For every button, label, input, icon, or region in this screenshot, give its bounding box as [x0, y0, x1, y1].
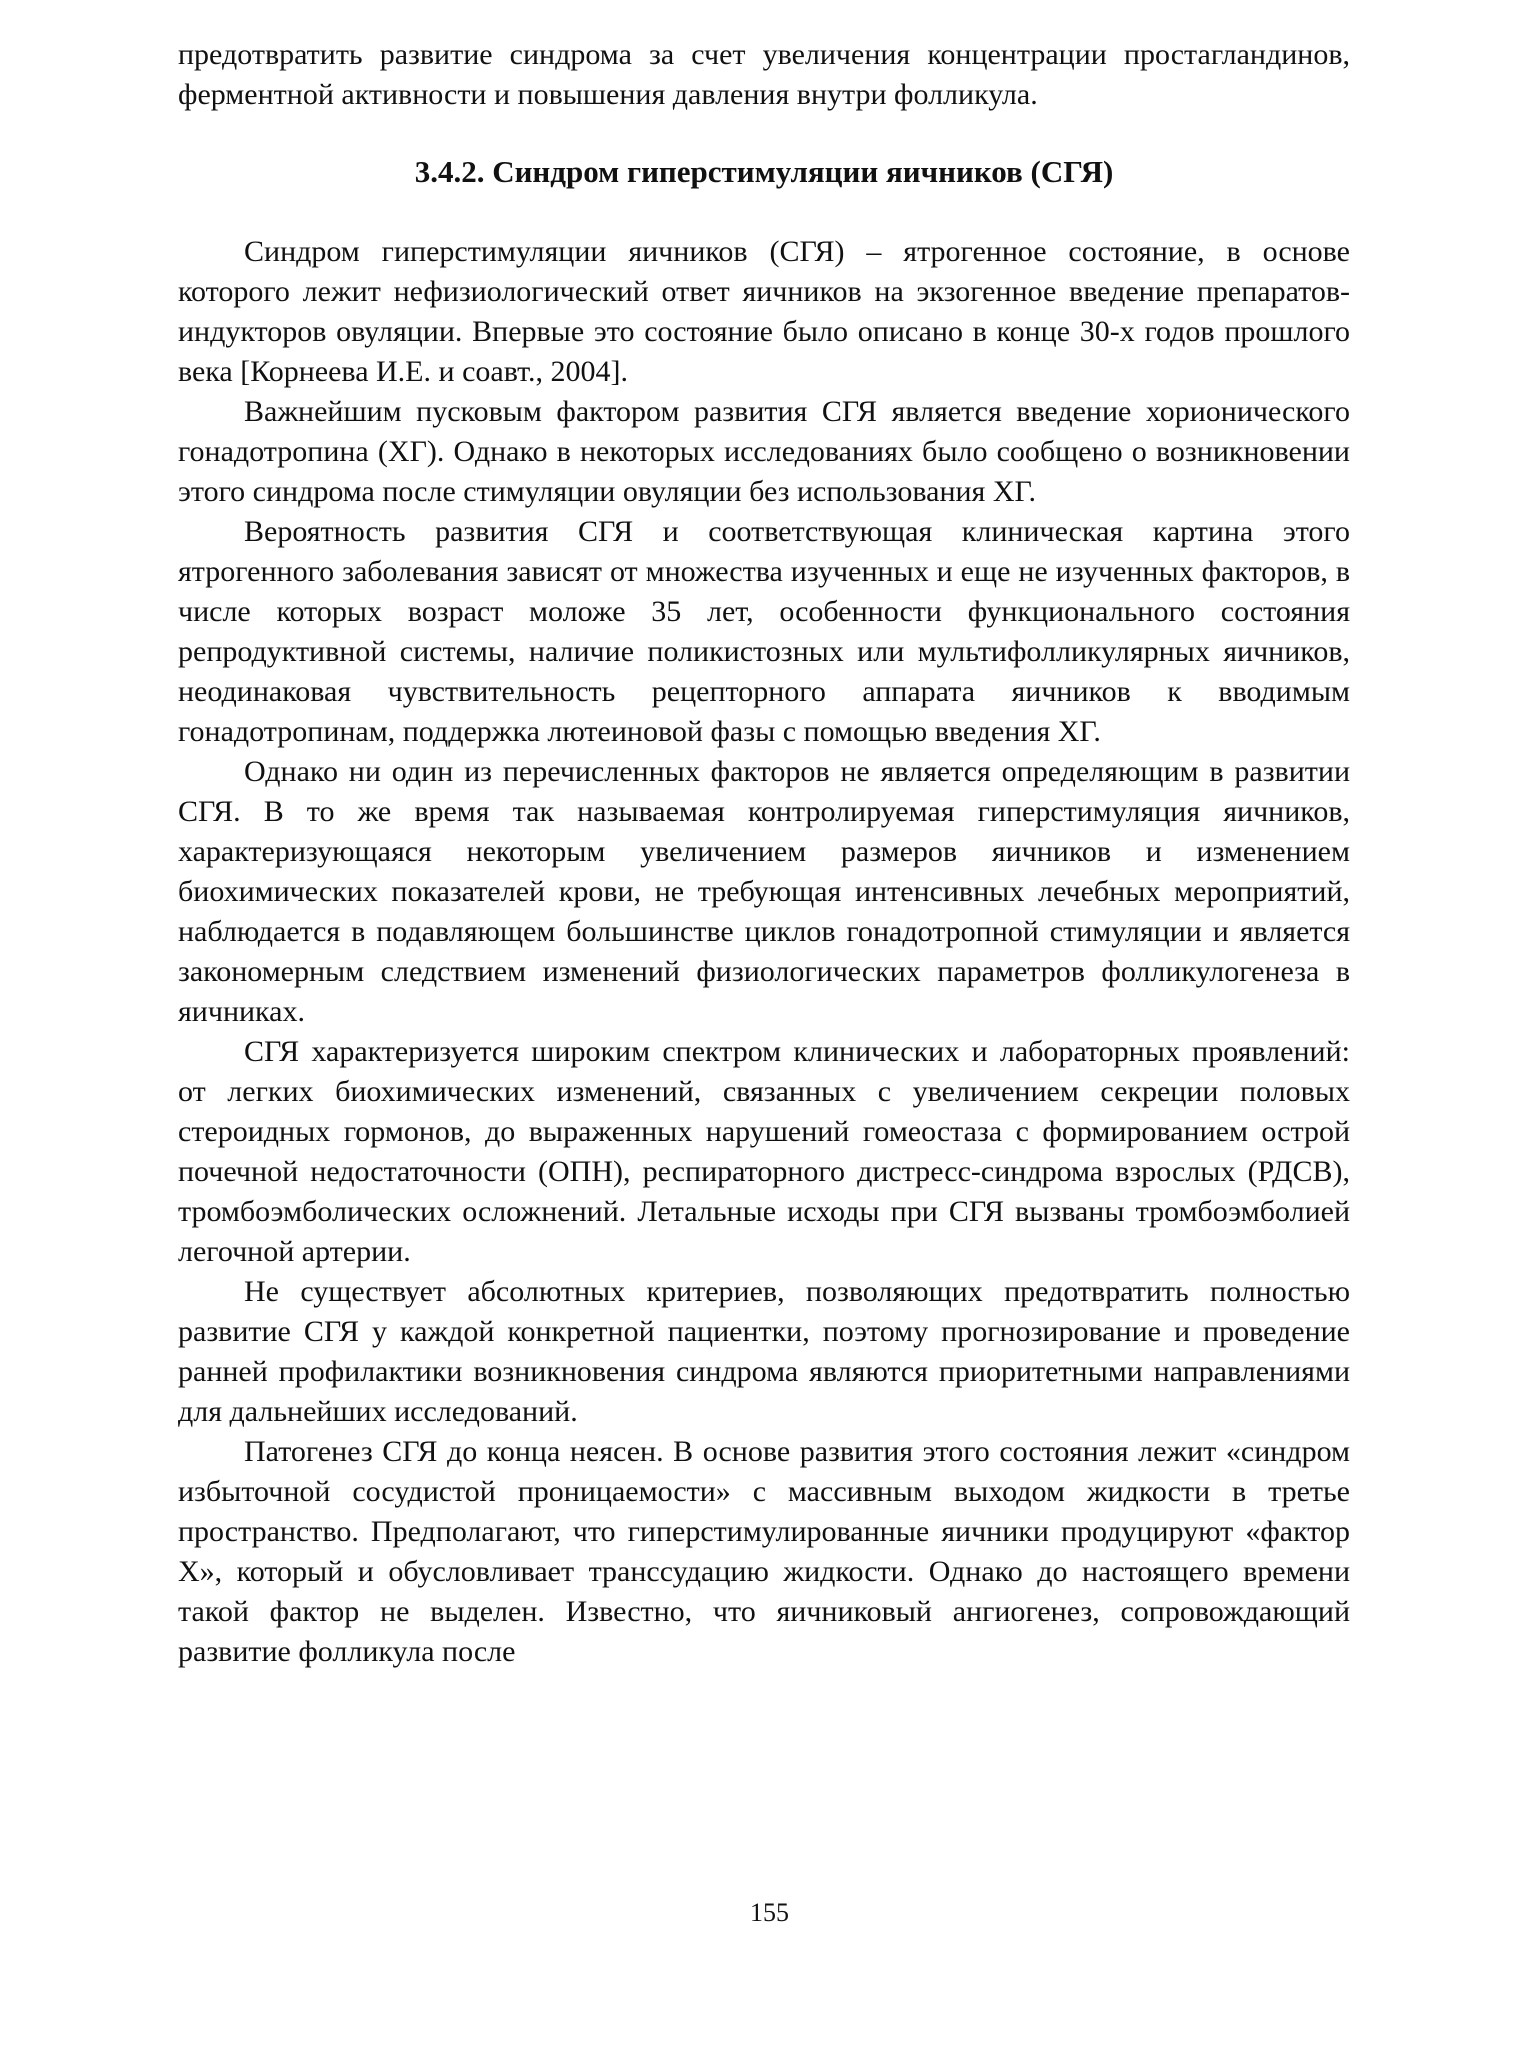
paragraph-risk-factors: Вероятность развития СГЯ и соответствующая клиническая картина этого ятрогенного заболевания зависят от множества изученных и еще не изученных факторов, в числе которых возраст моложе 35 лет, особенности функционального состояния репродуктивной системы, наличие поликистозных или мультифолликулярных яичников, неодинаковая чувствительность рецепторного аппарата яичников к вводимым гонадотропинам, поддержка лютеиновой фазы с помощью введения ХГ.	[178, 515, 1350, 748]
paragraph-pathogenesis: Патогенез СГЯ до конца неясен. В основе развития этого состояния лежит «синдром избыточной сосудистой проницаемости» с массивным выходом жидкости в третье пространство. Предполагают, что гиперстимулированные яичники продуцируют «фактор Х», который и обусловливает транссудацию жидкости. Однако до настоящего времени такой фактор не выделен. Известно, что яичниковый ангиогенез, сопровождающий развитие фолликула после	[178, 1435, 1350, 1668]
section-heading: 3.4.2. Синдром гиперстимуляции яичников (СГЯ)	[414, 154, 1114, 189]
paragraph-controlled-hyperstimulation: Однако ни один из перечисленных факторов не является определяющим в развитии СГЯ. В то же время так называемая контролируемая гиперстимуляция яичников, характеризующаяся некоторым увеличением размеров яичников и изменением биохимических показателей крови, не требующая интенсивных лечебных мероприятий, наблюдается в подавляющем большинстве циклов гонадотропной стимуляции и является закономерным следствием изменений физиологических параметров фолликулогенеза в яичниках.	[178, 755, 1350, 1028]
paragraph-definition: Синдром гиперстимуляции яичников (СГЯ) – ятрогенное состояние, в основе которого лежит нефизиологический ответ яичников на экзогенное введение препаратов-индукторов овуляции. Впервые это состояние было описано в конце 30-х годов прошлого века [Корнеева И.Е. и соавт., 2004].	[178, 235, 1350, 388]
page-body-text	[178, 35, 1350, 1672]
continued-paragraph: предотвратить развитие синдрома за счет увеличения концентрации простагландинов, ферментной активности и повышения давления внутри фолликула.	[178, 38, 1350, 111]
page-number: 155	[750, 1898, 789, 1927]
paragraph-trigger-factor: Важнейшим пусковым фактором развития СГЯ является введение хорионического гонадотропина (ХГ). Однако в некоторых исследованиях было сообщено о возникновении этого синдрома после стимуляции овуляции без использования ХГ.	[178, 395, 1350, 508]
paragraph-clinical-spectrum: СГЯ характеризуется широким спектром клинических и лабораторных проявлений: от легких биохимических изменений, связанных с увеличением секреции половых стероидных гормонов, до выраженных нарушений гомеостаза с формированием острой почечной недостаточности (ОПН), респираторного дистресс-синдрома взрослых (РДСВ), тромбоэмболических осложнений. Летальные исходы при СГЯ вызваны тромбоэмболией легочной артерии.	[178, 1035, 1350, 1268]
paragraph-prevention: Не существует абсолютных критериев, позволяющих предотвратить полностью развитие СГЯ у каждой конкретной пациентки, поэтому прогнозирование и проведение ранней профилактики возникновения синдрома являются приоритетными направлениями для дальнейших исследований.	[178, 1275, 1350, 1428]
